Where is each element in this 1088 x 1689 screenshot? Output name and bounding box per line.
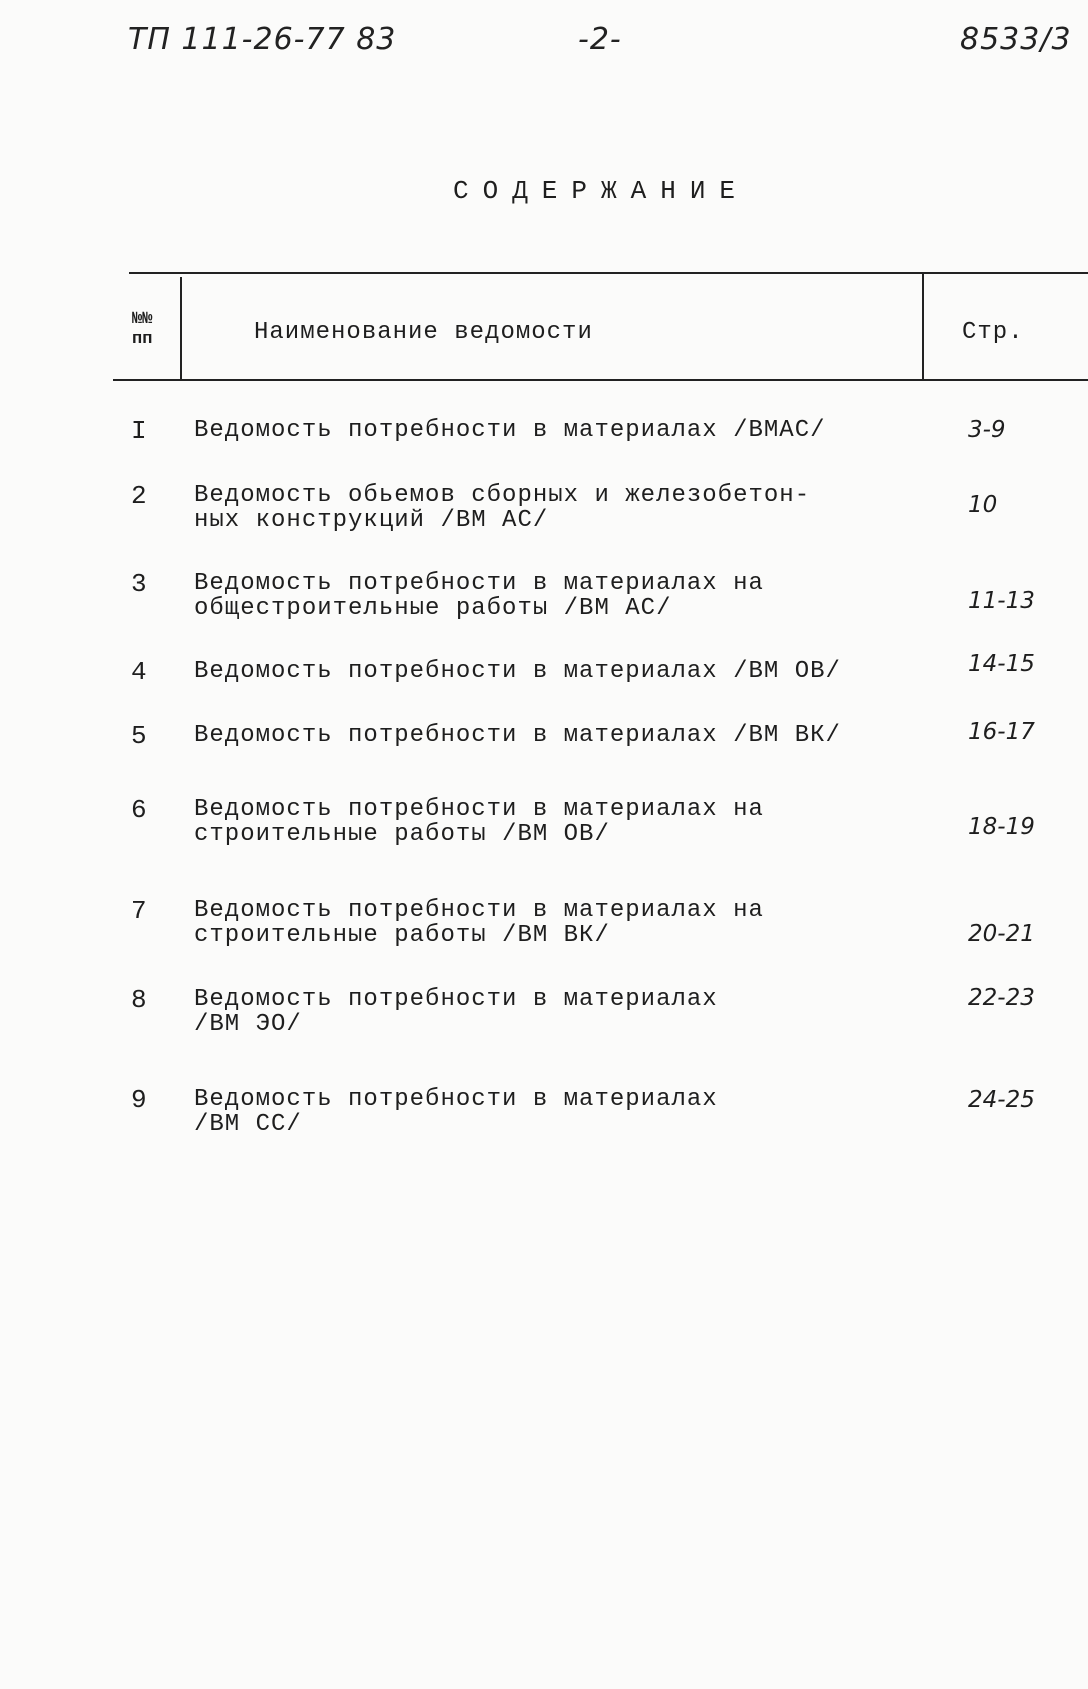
row-title-line: Ведомость потребности в материалах на [194,570,764,597]
column-divider [180,277,182,380]
row-title-line: Ведомость потребности в материалах [194,986,718,1013]
row-title-line: Ведомость потребности в материалах /ВМАС/ [194,417,826,444]
row-title-line: строительные работы /ВМ ВК/ [194,922,610,949]
row-title-line: общестроительные работы /ВМ АС/ [194,595,672,622]
row-title-line: ных конструкций /ВМ АС/ [194,507,549,534]
row-pages: 3-9 [968,417,1006,443]
row-title-line: строительные работы /ВМ ОВ/ [194,821,610,848]
page-title: СОДЕРЖАНИЕ [453,176,750,206]
row-number: 6 [131,795,147,825]
table-top-rule [129,272,1088,274]
row-pages: 22-23 [968,985,1035,1011]
row-number: 3 [131,569,147,599]
row-pages: 18-19 [968,814,1035,840]
row-title-line: Ведомость потребности в материалах /ВМ ВК/ [194,722,841,749]
row-title-line: /ВМ СС/ [194,1111,302,1138]
row-title-line: Ведомость потребности в материалах /ВМ ОВ/ [194,658,841,685]
row-number: 2 [131,481,147,511]
row-pages: 11-13 [968,588,1035,614]
archive-number: 8533/3 [960,22,1072,57]
row-number: I [131,416,147,446]
row-pages: 16-17 [968,719,1035,745]
row-number: 7 [131,896,147,926]
row-title-line: /ВМ ЭО/ [194,1011,302,1038]
row-title-line: Ведомость потребности в материалах на [194,897,764,924]
document-code: ТП 111-26-77 83 [128,22,397,57]
column-header-number: №№ пп [132,310,153,349]
column-divider [922,274,924,379]
table-header-rule [113,379,1088,381]
row-title-line: Ведомость потребности в материалах на [194,796,764,823]
row-pages: 10 [968,492,998,518]
row-title-line: Ведомость потребности в материалах [194,1086,718,1113]
page-marker: -2- [578,22,622,57]
row-pages: 24-25 [968,1087,1035,1113]
row-number: 9 [131,1085,147,1115]
row-number: 5 [131,721,147,751]
row-pages: 20-21 [968,921,1035,947]
row-number: 4 [131,657,147,687]
row-pages: 14-15 [968,651,1035,677]
column-header-name: Наименование ведомости [254,319,593,346]
row-title-line: Ведомость обьемов сборных и железобетон- [194,482,811,509]
row-number: 8 [131,985,147,1015]
column-header-pages: Стр. [962,319,1024,346]
